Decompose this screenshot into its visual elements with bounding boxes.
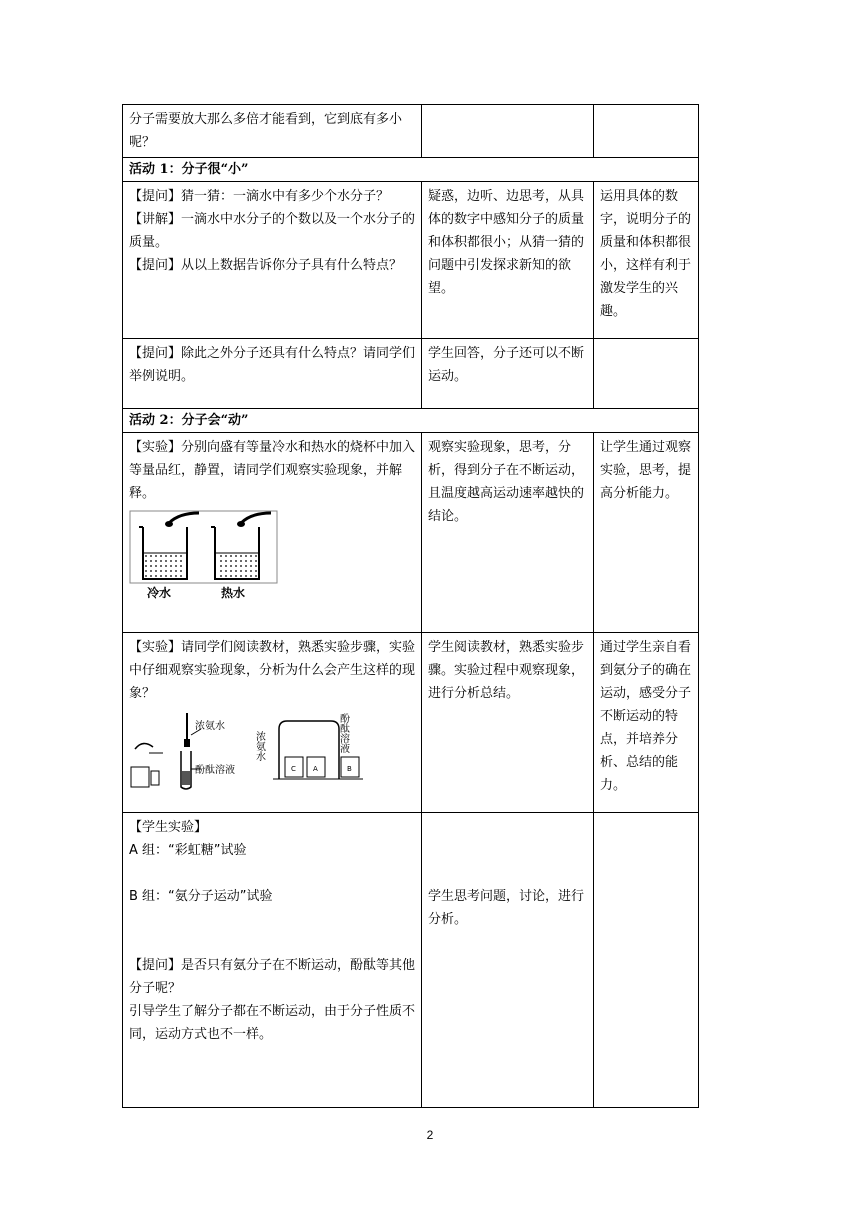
student-activity-cell — [422, 105, 594, 158]
activity-header-row — [123, 158, 699, 182]
student-activity-cell — [422, 339, 594, 409]
cell-text: 运用具体的数字，说明分子的质量和体积都很小，这样有利于激发学生的兴趣。 — [600, 189, 692, 319]
question-text: 【提问】猜一猜：一滴水中有多少个水分子？ — [129, 189, 390, 204]
design-intent-cell — [594, 633, 699, 813]
cell-text: 学生思考问题，讨论，进行分析。 — [428, 889, 585, 927]
activity-2-header: 活动 2：分子会“动” — [123, 409, 699, 433]
explanation-text: 【讲解】一滴水中水分子的个数以及一个水分子的质量。 — [129, 212, 416, 250]
beaker-experiment-figure — [129, 509, 279, 601]
cell-text: 学生回答，分子还可以不断运动。 — [428, 346, 585, 384]
design-intent-cell — [594, 105, 699, 158]
activity-1-header: 活动 1：分子很“小” — [123, 158, 699, 182]
hot-water-label: 热水 — [221, 586, 246, 600]
student-activity-cell — [422, 813, 594, 1108]
student-activity-cell — [422, 433, 594, 633]
group-a-experiment: A 组：“彩虹糖”试验 — [129, 843, 247, 858]
design-intent-cell — [594, 813, 699, 1108]
table-row — [123, 339, 699, 409]
question-text: 【提问】从以上数据告诉你分子具有什么特点？ — [129, 258, 403, 273]
guidance-text: 引导学生了解分子都在不断运动，由于分子性质不同，运动方式也不一样。 — [129, 1004, 416, 1042]
beaker-label-a: A — [313, 765, 318, 773]
teacher-activity-cell — [123, 182, 422, 339]
cell-text: 学生阅读教材，熟悉实验步骤。实验过程中观察现象，进行分析总结。 — [428, 640, 585, 701]
cell-text: 疑惑，边听、边思考，从具体的数字中感知分子的质量和体积都很小；从猜一猜的问题中引发探求新知的欲望。 — [428, 189, 585, 296]
teacher-activity-cell — [123, 105, 422, 158]
page-number: 2 — [426, 1128, 434, 1142]
table-row — [123, 633, 699, 813]
activity-header-row — [123, 409, 699, 433]
cell-text: 【实验】请同学们阅读教材，熟悉实验步骤，实验中仔细观察实验现象，分析为什么会产生这样的现象？ — [129, 640, 416, 701]
student-experiment-title: 【学生实验】 — [129, 820, 208, 835]
design-intent-cell — [594, 339, 699, 409]
student-activity-cell — [422, 182, 594, 339]
lesson-table — [122, 104, 699, 1108]
beaker-label-c: C — [291, 765, 296, 773]
design-intent-cell — [594, 182, 699, 339]
teacher-activity-cell — [123, 339, 422, 409]
student-activity-cell — [422, 633, 594, 813]
group-b-experiment: B 组：“氨分子运动”试验 — [129, 889, 273, 904]
figure-label-phenolphthalein: 酚酞溶液 — [195, 765, 235, 776]
teacher-activity-cell — [123, 433, 422, 633]
table-row — [123, 813, 699, 1108]
ammonia-experiment-figure — [129, 709, 365, 793]
cell-text: 分子需要放大那么多倍才能看到，它到底有多小呢？ — [129, 112, 403, 150]
cold-water-label: 冷水 — [147, 586, 172, 600]
teacher-activity-cell — [123, 813, 422, 1108]
beaker-label-b: B — [347, 765, 352, 773]
question-text: 【提问】是否只有氨分子在不断运动，酚酞等其他分子呢？ — [129, 958, 416, 996]
table-row — [123, 182, 699, 339]
cell-text: 观察实验现象，思考，分析，得到分子在不断运动，且温度越高运动速率越快的结论。 — [428, 440, 585, 524]
cell-text: 通过学生亲自看到氨分子的确在运动，感受分子不断运动的特点，并培养分析、总结的能力。 — [600, 640, 692, 793]
design-intent-cell — [594, 433, 699, 633]
cell-text: 让学生通过观察实验，思考，提高分析能力。 — [600, 440, 692, 501]
figure-label-ammonia: 浓氨水 — [195, 721, 225, 732]
teacher-activity-cell — [123, 633, 422, 813]
table-row — [123, 433, 699, 633]
figure-label-phenolphthalein-vertical: 酚酞溶液 — [337, 713, 349, 753]
table-row — [123, 105, 699, 158]
cell-text: 【实验】分别向盛有等量冷水和热水的烧杯中加入等量品红，静置，请同学们观察实验现象，并解释。 — [129, 440, 416, 501]
cell-text: 【提问】除此之外分子还具有什么特点？请同学们举例说明。 — [129, 346, 416, 384]
figure-label-ammonia-vertical: 浓氨水 — [253, 731, 265, 761]
